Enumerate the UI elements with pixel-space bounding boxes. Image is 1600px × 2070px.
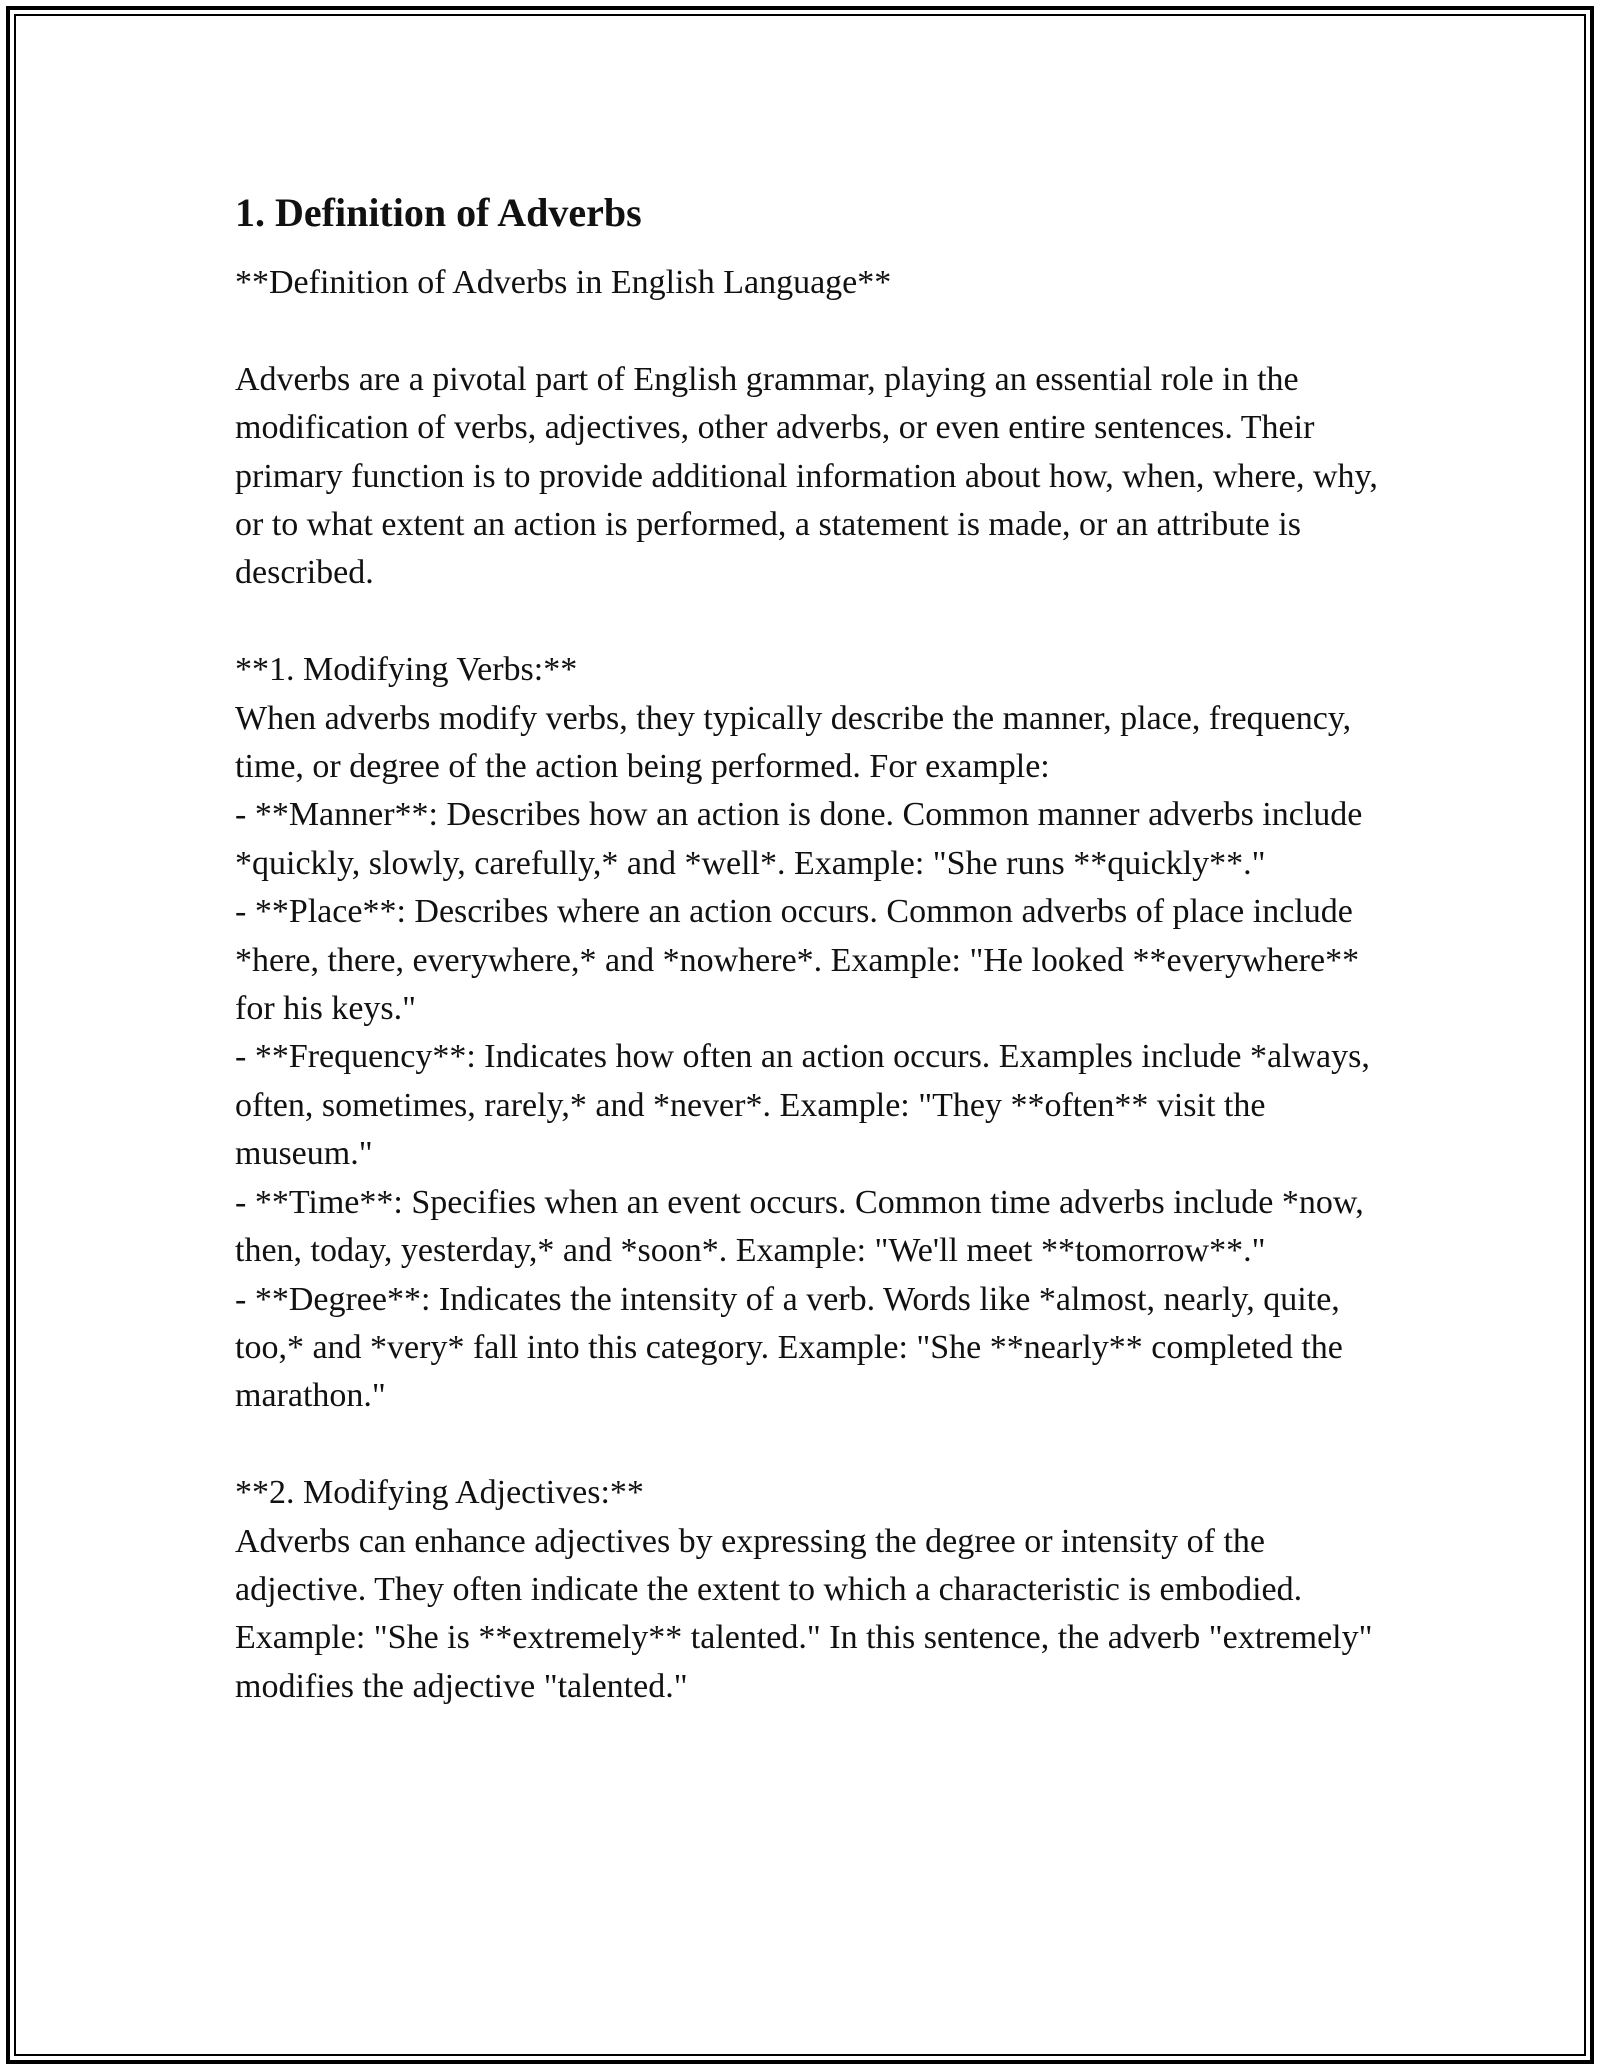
paragraph-gap: [235, 1421, 1385, 1469]
paragraph-gap: [235, 307, 1385, 355]
list-item-degree: - **Degree**: Indicates the intensity of a verb. Words like *almost, nearly, quite, too,* and *very* fall into this category. Example: "She **nearly** completed the marathon.": [235, 1280, 1343, 1415]
document-subtitle: **Definition of Adverbs in English Language**: [235, 264, 892, 301]
list-item-frequency: - **Frequency**: Indicates how often an action occurs. Examples include *always, often, sometimes, rarely,* and *never*. Example: "They **often** visit the museum.": [235, 1038, 1370, 1173]
list-item-manner: - **Manner**: Describes how an action is done. Common manner adverbs include *quickly, slowly, carefully,* and *well*. Example: "She runs **quickly**.": [235, 796, 1363, 882]
document-body: [235, 185, 1385, 1711]
document-heading: 1. Definition of Adverbs: [235, 190, 642, 235]
intro-paragraph: Adverbs are a pivotal part of English grammar, playing an essential role in the modification of verbs, adjectives, other adverbs, or even entire sentences. Their primary function is to provide additional information about how, when, where, why, or to what extent an action is performed, a statement is made, or an attribute is described.: [235, 360, 1378, 592]
section-1-title: **1. Modifying Verbs:**: [235, 651, 578, 689]
section-2-title: **2. Modifying Adjectives:**: [235, 1474, 644, 1512]
section-1-lead: When adverbs modify verbs, they typically describe the manner, place, frequency, time, or degree of the action being performed. For example:: [235, 699, 1352, 786]
list-item-time: - **Time**: Specifies when an event occurs. Common time adverbs include *now, then, today, yesterday,* and *soon*. Example: "We'll meet **tomorrow**.": [235, 1183, 1364, 1270]
section-2-body: Adverbs can enhance adjectives by expressing the degree or intensity of the adjective. They often indicate the extent to which a characteristic is embodied. Example: "She is **extremely** talented." In this sentence, the adverb "extremely" modifies the adjective "talented.": [235, 1522, 1373, 1705]
paragraph-gap: [235, 598, 1385, 646]
list-item-place: - **Place**: Describes where an action occurs. Common adverbs of place include *here, there, everywhere,* and *nowhere*. Example: "He looked **everywhere** for his keys.": [235, 893, 1360, 1028]
